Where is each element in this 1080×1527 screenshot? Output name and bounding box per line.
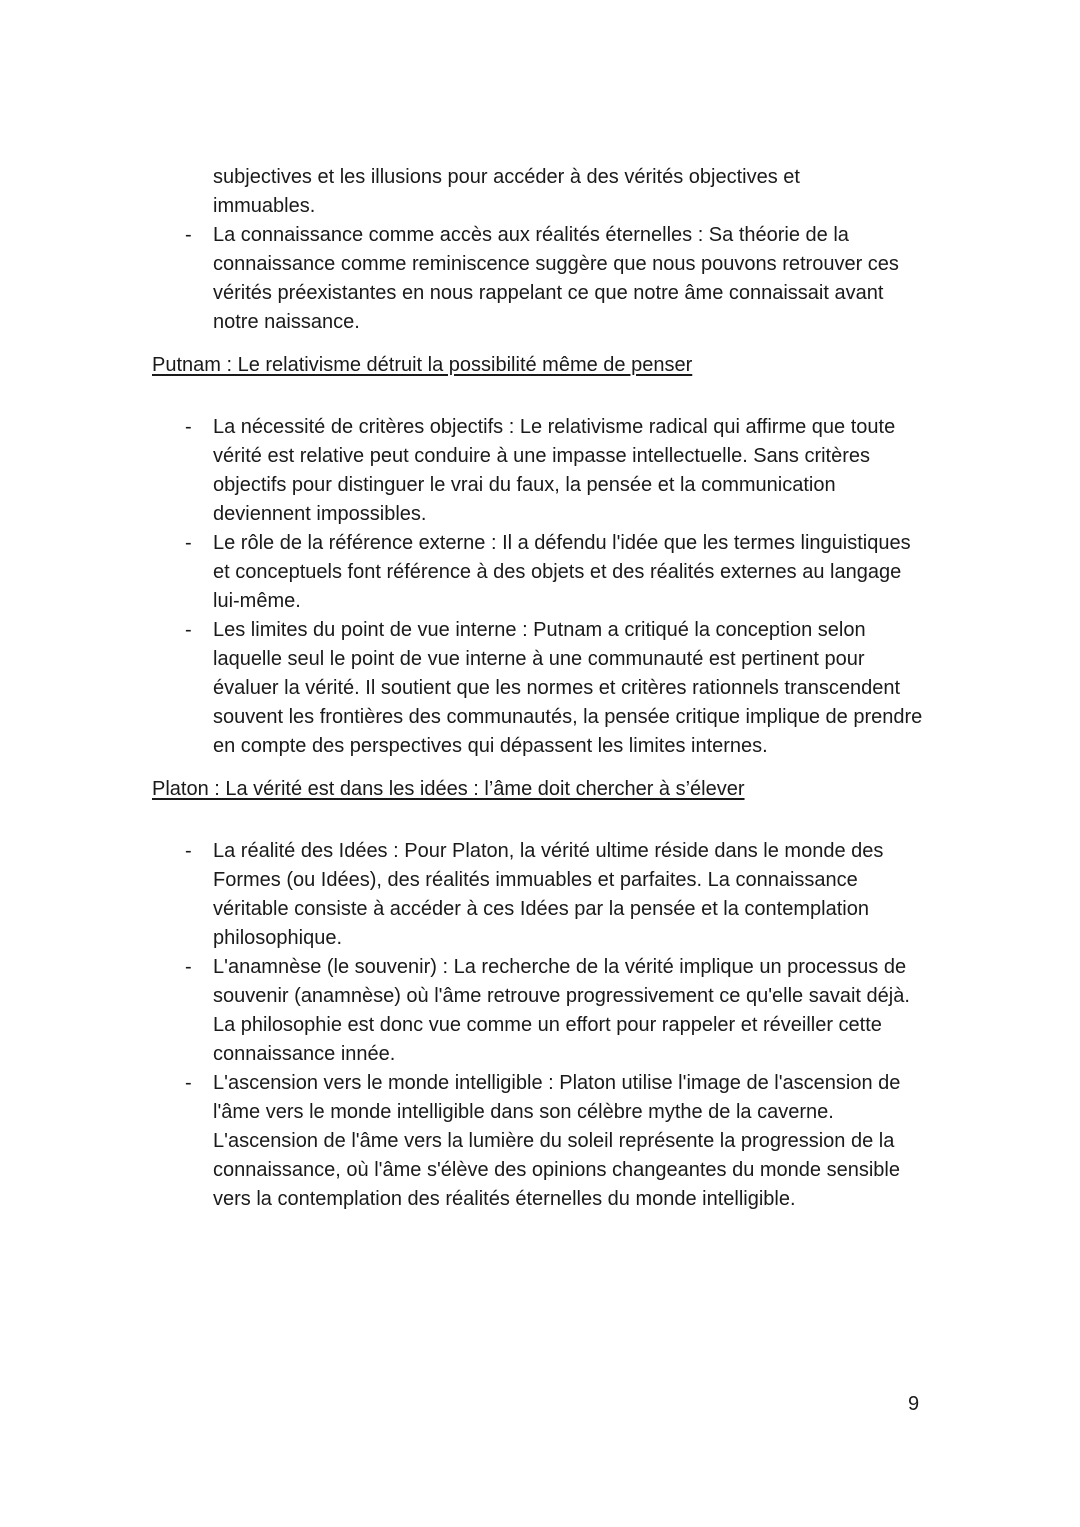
bullet-dash: -	[185, 1072, 192, 1094]
bullet-dash: -	[185, 840, 192, 862]
bullet-text: La connaissance comme accès aux réalités éternelles : Sa théorie de la connaissance comme reminiscence suggère que nous pouvons retrouver ces vérités préexistantes en nous rappelant ce que notre âme connaissait avant notre naissance.	[213, 224, 899, 333]
bullet-item	[185, 837, 925, 953]
bullet-item	[185, 953, 925, 1069]
bullet-item	[185, 1069, 925, 1214]
continuation-line: subjectives et les illusions pour accéder à des vérités objectives et	[213, 166, 800, 188]
bullet-dash: -	[185, 532, 192, 554]
page-number: 9	[908, 1393, 920, 1415]
bullet-text: L'ascension vers le monde intelligible : Platon utilise l'image de l'ascension de l'âme vers le monde intelligible dans son célèbre mythe de la caverne. L'ascension de l'âme vers la lumière du soleil représente la progression de la connaissance, où l'âme s'élève des opinions changeantes du monde sensible vers la contemplation des réalités éternelles du monde intelligible.	[213, 1072, 901, 1210]
bullet-text: Le rôle de la référence externe : Il a défendu l'idée que les termes linguistiques et conceptuels font référence à des objets et des réalités externes au langage lui-même.	[213, 532, 911, 612]
bullet-item	[185, 529, 925, 616]
bullet-text: La nécessité de critères objectifs : Le relativisme radical qui affirme que toute vérité est relative peut conduire à une impasse intellectuelle. Sans critères objectifs pour distinguer le vrai du faux, la pensée et la communication deviennent impossibles.	[213, 416, 896, 525]
section-heading-putnam: Putnam : Le relativisme détruit la possibilité même de penser	[152, 354, 693, 376]
bullet-dash: -	[185, 224, 192, 246]
bullet-text: La réalité des Idées : Pour Platon, la vérité ultime réside dans le monde des Formes (ou Idées), des réalités immuables et parfaites. La connaissance véritable consiste à accéder à ces Idées par la pensée et la contemplation philosophique.	[213, 840, 884, 949]
platon-bullet-list	[152, 837, 925, 1214]
section-heading-platon: Platon : La vérité est dans les idées : l’âme doit chercher à s’élever	[152, 778, 745, 800]
continuation-line: immuables.	[213, 195, 316, 217]
continuation-text	[213, 163, 925, 221]
putnam-bullet-list	[152, 413, 925, 761]
intro-bullet-list	[152, 221, 925, 337]
bullet-dash: -	[185, 619, 192, 641]
bullet-text: Les limites du point de vue interne : Putnam a critiqué la conception selon laquelle seul le point de vue interne à une communauté est pertinent pour évaluer la vérité. Il soutient que les normes et critères rationnels transcendent souvent les frontières des communautés, la pensée critique implique de prendre en compte des perspectives qui dépassent les limites internes.	[213, 619, 923, 757]
bullet-item	[185, 616, 925, 761]
bullet-dash: -	[185, 416, 192, 438]
bullet-item	[185, 413, 925, 529]
bullet-item	[185, 221, 925, 337]
bullet-dash: -	[185, 956, 192, 978]
bullet-text: L'anamnèse (le souvenir) : La recherche de la vérité implique un processus de souvenir (anamnèse) où l'âme retrouve progressivement ce qu'elle savait déjà. La philosophie est donc vue comme un effort pour rappeler et réveiller cette connaissance innée.	[213, 956, 910, 1065]
